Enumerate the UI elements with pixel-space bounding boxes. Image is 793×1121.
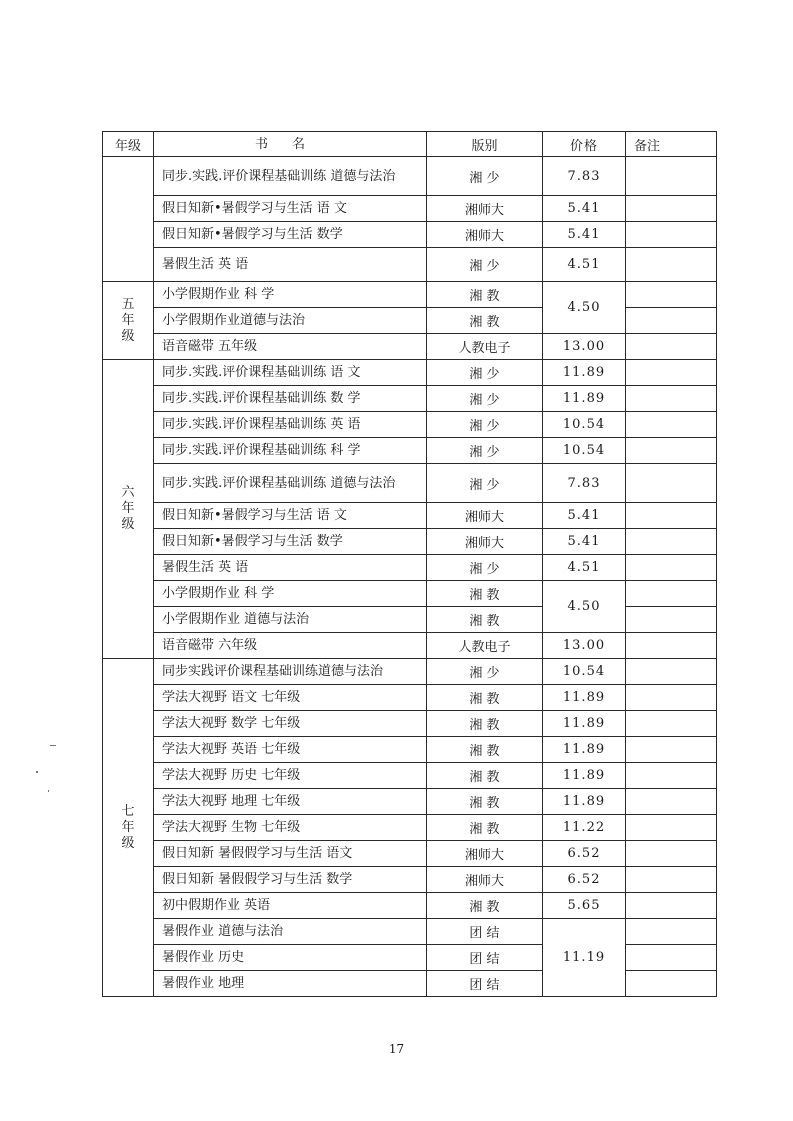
edition-cell: 湘 教 xyxy=(427,815,543,841)
note-cell xyxy=(626,464,717,503)
book-name-cell: 小学假期作业 道德与法治 xyxy=(154,607,427,633)
table-row xyxy=(103,841,717,867)
table-row xyxy=(103,711,717,737)
note-cell xyxy=(626,503,717,529)
edition-cell: 湘 教 xyxy=(427,711,543,737)
book-name-cell: 学法大视野 语文 七年级 xyxy=(154,685,427,711)
price-cell: 5.65 xyxy=(543,893,626,919)
book-name-cell: 假日知新•暑假学习与生活 语 文 xyxy=(154,503,427,529)
price-cell: 11.22 xyxy=(543,815,626,841)
table-row xyxy=(103,555,717,581)
note-cell xyxy=(626,711,717,737)
grade-cell xyxy=(103,157,154,282)
table-row xyxy=(103,438,717,464)
price-cell: 4.50 xyxy=(543,282,626,334)
edition-cell: 人教电子 xyxy=(427,334,543,360)
price-cell: 11.89 xyxy=(543,360,626,386)
table-row xyxy=(103,581,717,607)
price-cell: 7.83 xyxy=(543,464,626,503)
edition-cell: 湘 教 xyxy=(427,282,543,308)
table-row xyxy=(103,815,717,841)
price-cell: 5.41 xyxy=(543,196,626,222)
price-cell: 11.19 xyxy=(543,919,626,997)
edition-cell: 湘 教 xyxy=(427,607,543,633)
book-name-cell: 暑假作业 地理 xyxy=(154,971,427,997)
table-row xyxy=(103,196,717,222)
note-cell xyxy=(626,196,717,222)
book-name-cell: 暑假作业 历史 xyxy=(154,945,427,971)
note-cell xyxy=(626,971,717,997)
header-price: 价格 xyxy=(543,132,626,157)
note-cell xyxy=(626,438,717,464)
note-cell xyxy=(626,282,717,308)
edition-cell: 湘师大 xyxy=(427,503,543,529)
note-cell xyxy=(626,412,717,438)
note-cell xyxy=(626,633,717,659)
table-row xyxy=(103,633,717,659)
book-name-cell: 同步实践评价课程基础训练道德与法治 xyxy=(154,659,427,685)
edition-cell: 人教电子 xyxy=(427,633,543,659)
note-cell xyxy=(626,789,717,815)
note-cell xyxy=(626,763,717,789)
price-cell: 13.00 xyxy=(543,633,626,659)
price-cell: 11.89 xyxy=(543,789,626,815)
table-row xyxy=(103,412,717,438)
price-cell: 10.54 xyxy=(543,412,626,438)
book-price-table xyxy=(102,131,717,997)
price-cell: 6.52 xyxy=(543,841,626,867)
table-row xyxy=(103,464,717,503)
price-cell: 4.50 xyxy=(543,581,626,633)
table-row xyxy=(103,529,717,555)
price-cell: 11.89 xyxy=(543,685,626,711)
table-row xyxy=(103,737,717,763)
edition-cell: 湘师大 xyxy=(427,529,543,555)
edition-cell: 湘 少 xyxy=(427,464,543,503)
table-row xyxy=(103,763,717,789)
price-cell: 7.83 xyxy=(543,157,626,196)
header-book-name: 书名 xyxy=(154,132,427,157)
note-cell xyxy=(626,685,717,711)
scan-speck xyxy=(50,745,56,746)
book-name-cell: 假日知新•暑假学习与生活 语 文 xyxy=(154,196,427,222)
price-cell: 5.41 xyxy=(543,503,626,529)
table-row xyxy=(103,360,717,386)
grade-cell xyxy=(103,360,154,659)
book-name-cell: 小学假期作业 科 学 xyxy=(154,282,427,308)
note-cell xyxy=(626,607,717,633)
header-note: 备注 xyxy=(626,132,717,157)
note-cell xyxy=(626,386,717,412)
note-cell xyxy=(626,945,717,971)
table-body xyxy=(103,157,717,997)
book-name-cell: 学法大视野 生物 七年级 xyxy=(154,815,427,841)
edition-cell: 团 结 xyxy=(427,971,543,997)
book-name-cell: 假日知新•暑假学习与生活 数学 xyxy=(154,529,427,555)
book-name-cell: 同步.实践.评价课程基础训练 道德与法治 xyxy=(154,157,427,196)
note-cell xyxy=(626,222,717,248)
edition-cell: 团 结 xyxy=(427,945,543,971)
table-row xyxy=(103,386,717,412)
grade-cell xyxy=(103,659,154,997)
note-cell xyxy=(626,841,717,867)
note-cell xyxy=(626,248,717,282)
price-cell: 10.54 xyxy=(543,438,626,464)
edition-cell: 湘 少 xyxy=(427,157,543,196)
book-name-cell: 初中假期作业 英语 xyxy=(154,893,427,919)
note-cell xyxy=(626,157,717,196)
edition-cell: 湘 少 xyxy=(427,386,543,412)
note-cell xyxy=(626,308,717,334)
table-row xyxy=(103,157,717,196)
grade-label: 六年级 xyxy=(121,485,135,532)
book-name-cell: 小学假期作业道德与法治 xyxy=(154,308,427,334)
edition-cell: 湘 教 xyxy=(427,581,543,607)
price-cell: 11.89 xyxy=(543,763,626,789)
price-cell: 11.89 xyxy=(543,711,626,737)
edition-cell: 湘师大 xyxy=(427,841,543,867)
book-name-cell: 学法大视野 数学 七年级 xyxy=(154,711,427,737)
edition-cell: 湘 少 xyxy=(427,438,543,464)
edition-cell: 湘 教 xyxy=(427,685,543,711)
edition-cell: 湘 教 xyxy=(427,308,543,334)
grade-cell xyxy=(103,282,154,360)
edition-cell: 湘 少 xyxy=(427,360,543,386)
note-cell xyxy=(626,334,717,360)
price-cell: 4.51 xyxy=(543,248,626,282)
edition-cell: 湘 少 xyxy=(427,555,543,581)
edition-cell: 湘师大 xyxy=(427,222,543,248)
edition-cell: 湘师大 xyxy=(427,196,543,222)
table-row xyxy=(103,867,717,893)
table-row xyxy=(103,282,717,308)
table-row xyxy=(103,789,717,815)
price-cell: 5.41 xyxy=(543,222,626,248)
price-cell: 11.89 xyxy=(543,737,626,763)
note-cell xyxy=(626,867,717,893)
note-cell xyxy=(626,659,717,685)
book-name-cell: 假日知新 暑假假学习与生活 数学 xyxy=(154,867,427,893)
grade-label: 七年级 xyxy=(121,803,135,851)
book-name-cell: 暑假生活 英 语 xyxy=(154,555,427,581)
note-cell xyxy=(626,360,717,386)
table-row xyxy=(103,222,717,248)
grade-label: 五年级 xyxy=(121,296,135,344)
note-cell xyxy=(626,555,717,581)
table-row xyxy=(103,334,717,360)
note-cell xyxy=(626,581,717,607)
table-row xyxy=(103,685,717,711)
edition-cell: 湘 少 xyxy=(427,659,543,685)
book-name-cell: 假日知新•暑假学习与生活 数学 xyxy=(154,222,427,248)
edition-cell: 团 结 xyxy=(427,919,543,945)
edition-cell: 湘 教 xyxy=(427,893,543,919)
price-cell: 10.54 xyxy=(543,659,626,685)
book-name-cell: 小学假期作业 科 学 xyxy=(154,581,427,607)
price-cell: 4.51 xyxy=(543,555,626,581)
price-cell: 13.00 xyxy=(543,334,626,360)
edition-cell: 湘师大 xyxy=(427,867,543,893)
table-row xyxy=(103,248,717,282)
page-number: 17 xyxy=(388,1042,405,1056)
price-cell: 6.52 xyxy=(543,867,626,893)
book-name-cell: 同步.实践.评价课程基础训练 英 语 xyxy=(154,412,427,438)
note-cell xyxy=(626,529,717,555)
book-name-cell: 学法大视野 地理 七年级 xyxy=(154,789,427,815)
book-name-cell: 同步.实践.评价课程基础训练 科 学 xyxy=(154,438,427,464)
table-row xyxy=(103,659,717,685)
book-name-cell: 学法大视野 历史 七年级 xyxy=(154,763,427,789)
edition-cell: 湘 教 xyxy=(427,789,543,815)
table-row xyxy=(103,893,717,919)
table-row xyxy=(103,919,717,945)
note-cell xyxy=(626,893,717,919)
book-name-cell: 假日知新 暑假假学习与生活 语文 xyxy=(154,841,427,867)
table-row xyxy=(103,503,717,529)
header-grade: 年级 xyxy=(103,132,154,157)
scan-speck xyxy=(48,790,49,792)
edition-cell: 湘 少 xyxy=(427,248,543,282)
edition-cell: 湘 少 xyxy=(427,412,543,438)
book-name-cell: 语音磁带 六年级 xyxy=(154,633,427,659)
edition-cell: 湘 教 xyxy=(427,763,543,789)
book-name-cell: 语音磁带 五年级 xyxy=(154,334,427,360)
note-cell xyxy=(626,737,717,763)
book-name-cell: 学法大视野 英语 七年级 xyxy=(154,737,427,763)
scan-speck xyxy=(36,771,38,773)
note-cell xyxy=(626,815,717,841)
header-edition: 版别 xyxy=(427,132,543,157)
note-cell xyxy=(626,919,717,945)
table-header-row xyxy=(103,132,717,157)
edition-cell: 湘 教 xyxy=(427,737,543,763)
price-cell: 5.41 xyxy=(543,529,626,555)
book-name-cell: 同步.实践.评价课程基础训练 语 文 xyxy=(154,360,427,386)
book-name-cell: 同步.实践.评价课程基础训练 数 学 xyxy=(154,386,427,412)
book-name-cell: 暑假作业 道德与法治 xyxy=(154,919,427,945)
book-name-cell: 同步.实践.评价课程基础训练 道德与法治 xyxy=(154,464,427,503)
book-name-cell: 暑假生活 英 语 xyxy=(154,248,427,282)
price-cell: 11.89 xyxy=(543,386,626,412)
